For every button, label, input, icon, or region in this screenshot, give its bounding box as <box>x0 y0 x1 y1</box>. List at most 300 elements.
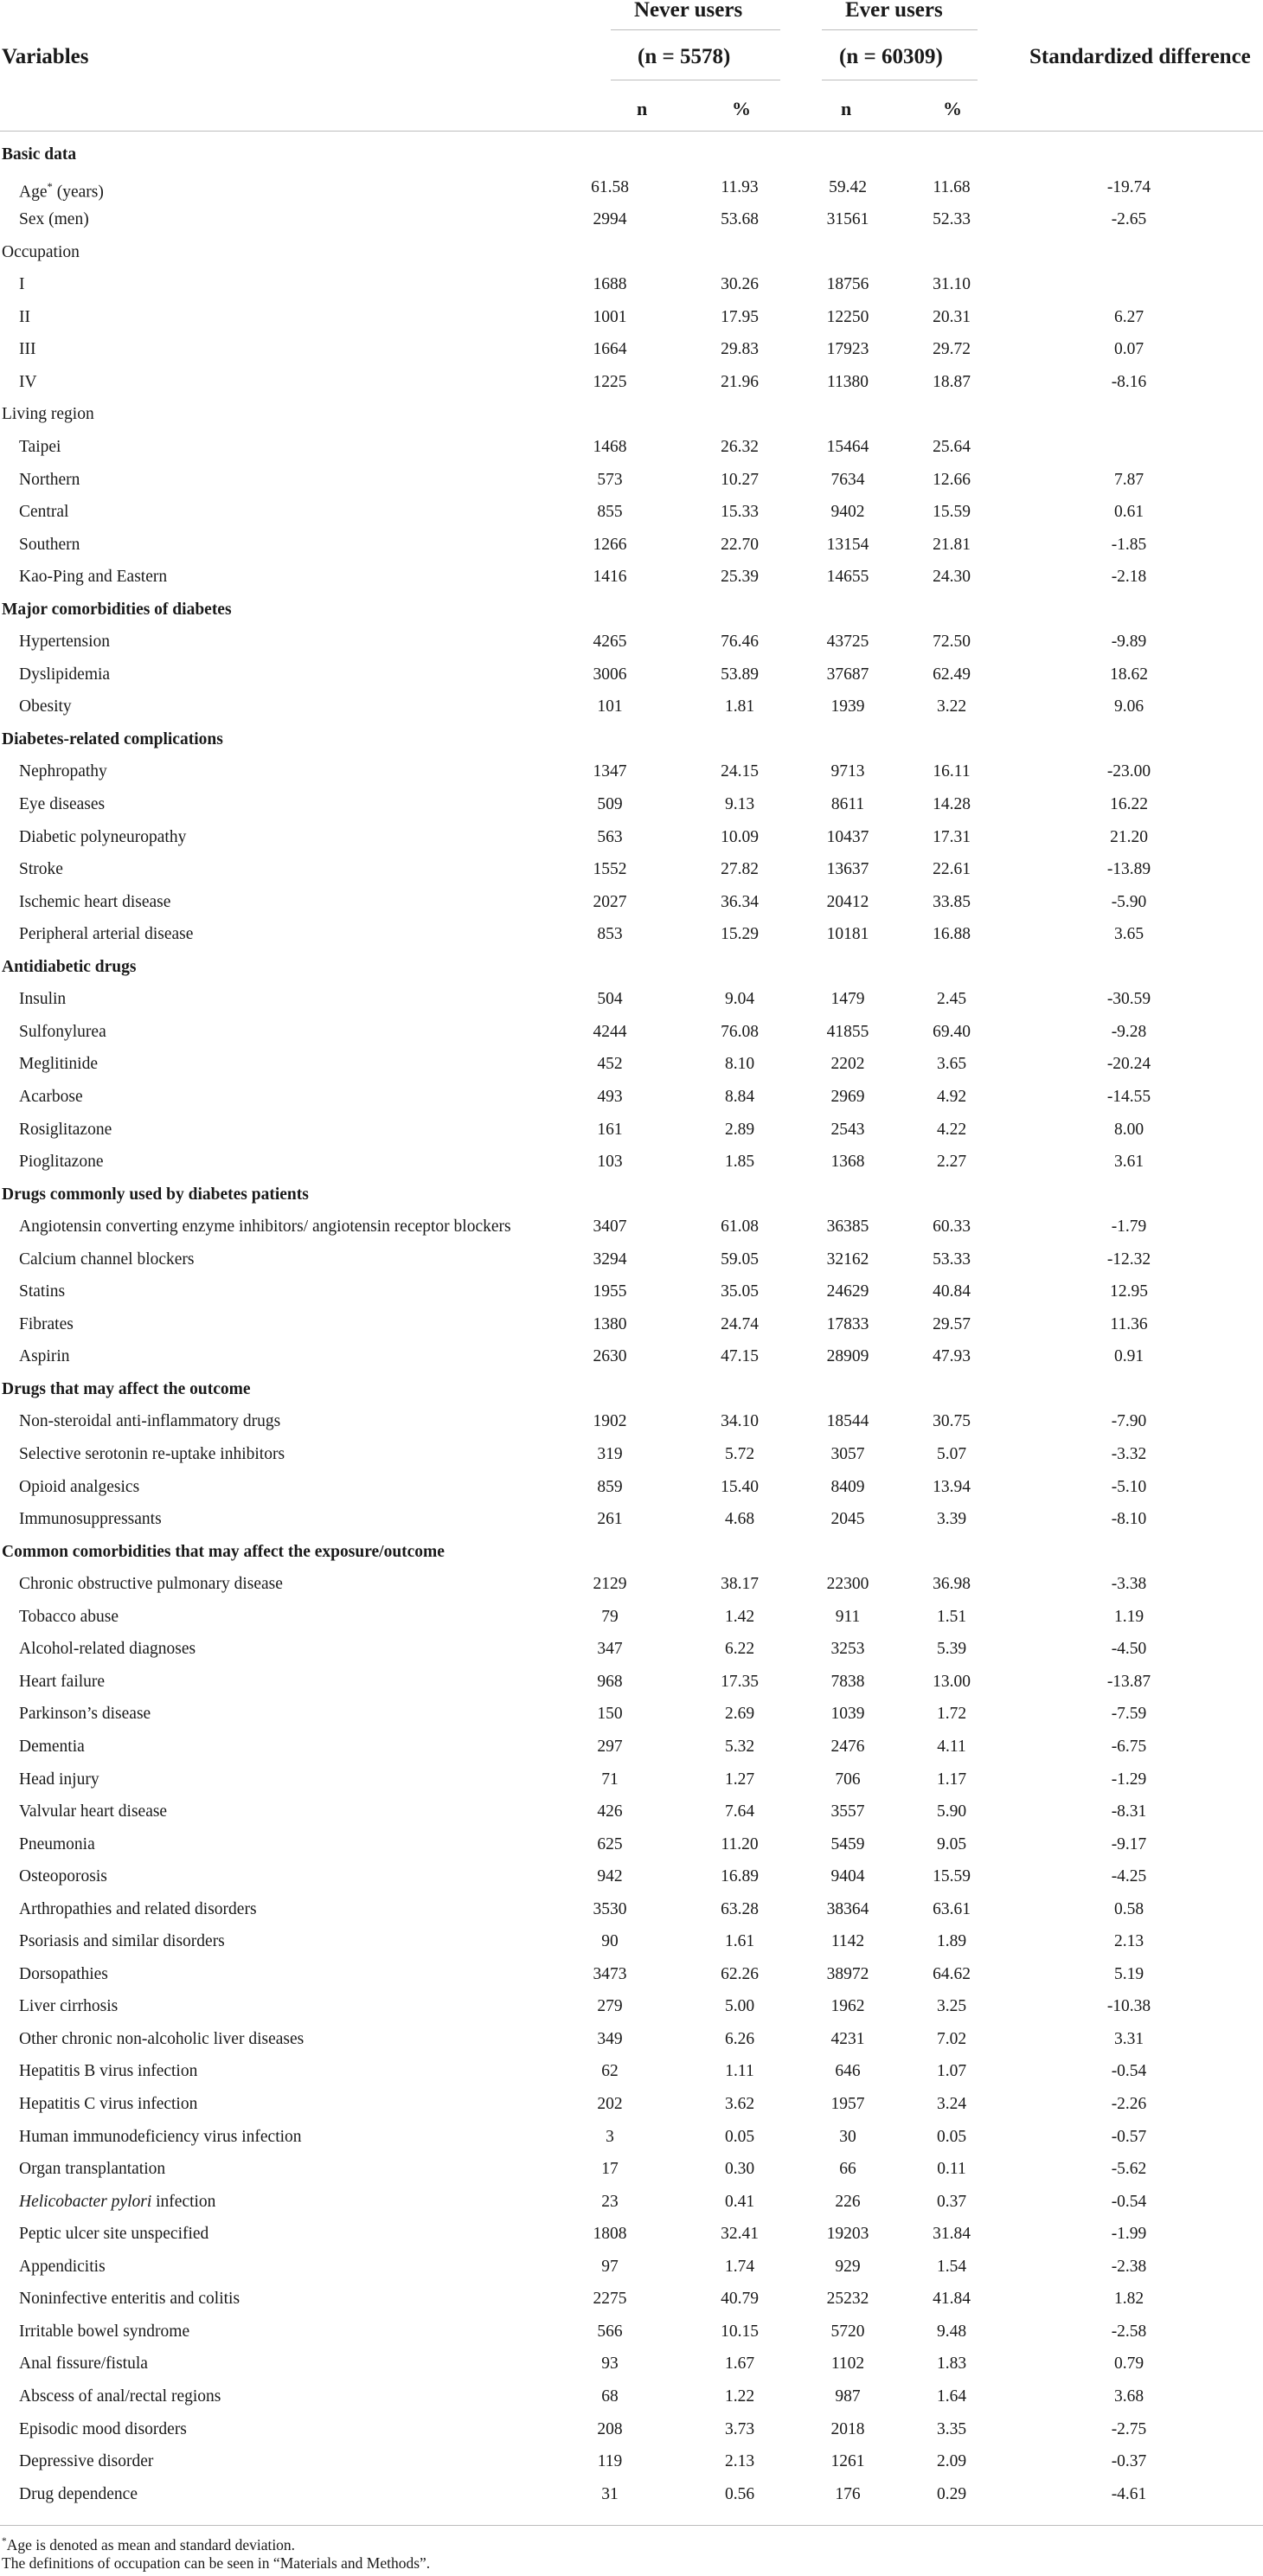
row-label: Living region <box>2 405 94 424</box>
std-diff-cell: -1.79 <box>1111 1217 1147 1237</box>
n-never-cell: 563 <box>597 827 623 846</box>
pct-ever-cell: 1.83 <box>936 2354 967 2374</box>
n-never-cell: 31 <box>601 2484 619 2503</box>
n-ever-cell: 706 <box>835 1770 861 1789</box>
n-never-cell: 1552 <box>593 860 627 879</box>
table-row <box>0 1243 1263 1276</box>
n-never-cell: 942 <box>597 1867 623 1886</box>
table-row <box>0 2478 1263 2511</box>
pct-never-cell: 25.39 <box>721 568 759 587</box>
n-never-cell: 202 <box>597 2095 623 2113</box>
table-row <box>0 2088 1263 2121</box>
n-ever-cell: 59.42 <box>829 177 867 196</box>
table-row <box>0 431 1263 464</box>
row-label: Valvular heart disease <box>19 1802 168 1821</box>
n-never-cell: 573 <box>597 470 623 489</box>
n-never-cell: 1380 <box>593 1314 627 1333</box>
n-ever-cell: 13637 <box>826 860 869 879</box>
pct-ever-cell: 36.98 <box>933 1575 971 1594</box>
pct-never-cell: 1.42 <box>724 1607 755 1626</box>
pct-never-cell: 62.26 <box>721 1964 759 1983</box>
row-label: Psoriasis and similar disorders <box>19 1932 225 1951</box>
pct-never-cell: 8.84 <box>724 1087 755 1106</box>
pct-never-cell: 5.72 <box>724 1445 755 1463</box>
pct-never-cell: 24.74 <box>721 1314 759 1333</box>
pct-never-cell: 7.64 <box>724 1802 755 1821</box>
pct-ever-cell: 3.65 <box>936 1055 967 1074</box>
pct-ever-cell: 15.59 <box>933 503 971 522</box>
std-diff-cell: 0.58 <box>1113 1899 1144 1918</box>
pct-never-cell: 15.33 <box>721 503 759 522</box>
table-row <box>0 1438 1263 1471</box>
pct-never-cell: 53.68 <box>721 210 759 229</box>
std-diff-cell: 0.61 <box>1113 503 1144 522</box>
pct-ever-cell: 1.72 <box>936 1705 967 1724</box>
pct-never-cell: 6.26 <box>724 2029 755 2048</box>
header-ever-users-count: (n = 60309) <box>839 45 943 68</box>
n-never-cell: 2630 <box>593 1347 627 1366</box>
n-never-cell: 2027 <box>593 892 627 911</box>
row-label: Antidiabetic drugs <box>2 957 137 976</box>
n-never-cell: 1001 <box>593 307 627 326</box>
row-label: Abscess of anal/rectal regions <box>19 2386 221 2406</box>
pct-never-cell: 1.22 <box>724 2386 755 2406</box>
section-row <box>0 594 1263 626</box>
pct-never-cell: 0.30 <box>724 2160 755 2179</box>
section-row <box>0 723 1263 756</box>
table-row <box>0 2121 1263 2154</box>
row-label: Fibrates <box>19 1314 74 1333</box>
table-row <box>0 2186 1263 2219</box>
n-ever-cell: 226 <box>835 2192 861 2211</box>
pct-never-cell: 0.05 <box>724 2127 755 2146</box>
row-label: Anal fissure/fistula <box>19 2354 148 2374</box>
table-row <box>0 1114 1263 1147</box>
n-never-cell: 1225 <box>593 372 627 391</box>
table-row <box>0 2380 1263 2413</box>
table-row <box>0 1698 1263 1731</box>
pct-ever-cell: 64.62 <box>933 1964 971 1983</box>
pct-never-cell: 35.05 <box>721 1282 759 1301</box>
std-diff-cell: -6.75 <box>1111 1737 1147 1756</box>
header-pct-ever: % <box>943 98 962 119</box>
row-label: Sulfonylurea <box>19 1022 106 1041</box>
row-label: Statins <box>19 1282 66 1301</box>
pct-ever-cell: 40.84 <box>933 1282 971 1301</box>
pct-ever-cell: 1.54 <box>936 2257 967 2276</box>
std-diff-cell: -9.28 <box>1111 1022 1147 1041</box>
std-diff-cell: -5.62 <box>1111 2160 1147 2179</box>
std-diff-cell: 18.62 <box>1110 665 1148 684</box>
table-row <box>0 1146 1263 1179</box>
std-diff-cell: -5.10 <box>1111 1477 1147 1496</box>
n-ever-cell: 2543 <box>830 1120 865 1139</box>
n-ever-cell: 3253 <box>830 1640 865 1659</box>
pct-never-cell: 3.73 <box>724 2419 755 2438</box>
row-label: Dementia <box>19 1737 85 1756</box>
footnote-occupation: The definitions of occupation can be seen in “Materials and Methods”. <box>2 2554 431 2572</box>
section-row <box>0 236 1263 269</box>
pct-ever-cell: 13.00 <box>933 1672 971 1691</box>
footnote-age: *Age is denoted as mean and standard deviation. <box>2 2535 296 2554</box>
n-ever-cell: 19203 <box>826 2225 869 2244</box>
pct-ever-cell: 15.59 <box>933 1867 971 1886</box>
n-ever-cell: 8611 <box>830 795 865 813</box>
pct-ever-cell: 1.17 <box>936 1770 967 1789</box>
table-row <box>0 691 1263 723</box>
pct-ever-cell: 2.45 <box>936 990 967 1009</box>
std-diff-cell: -2.18 <box>1111 568 1147 587</box>
pct-never-cell: 24.15 <box>721 762 759 781</box>
std-diff-cell: -5.90 <box>1111 892 1147 911</box>
std-diff-cell: -13.87 <box>1106 1672 1151 1691</box>
pct-never-cell: 63.28 <box>721 1899 759 1918</box>
pct-ever-cell: 17.31 <box>933 827 971 846</box>
n-ever-cell: 12250 <box>826 307 869 326</box>
n-never-cell: 79 <box>601 1607 619 1626</box>
row-label: Pioglitazone <box>19 1153 104 1172</box>
std-diff-cell: -7.90 <box>1111 1412 1147 1431</box>
std-diff-cell: -30.59 <box>1106 990 1151 1009</box>
pct-ever-cell: 0.05 <box>936 2127 967 2146</box>
n-ever-cell: 2202 <box>830 1055 865 1074</box>
row-label: Age* (years) <box>19 180 104 202</box>
pct-ever-cell: 72.50 <box>933 633 971 652</box>
n-ever-cell: 17923 <box>826 340 869 359</box>
pct-never-cell: 21.96 <box>721 372 759 391</box>
table-row <box>0 1601 1263 1634</box>
n-never-cell: 119 <box>597 2452 623 2471</box>
pct-ever-cell: 53.33 <box>933 1249 971 1269</box>
table-row <box>0 268 1263 301</box>
n-ever-cell: 20412 <box>826 892 869 911</box>
pct-never-cell: 15.29 <box>721 925 759 944</box>
section-row <box>0 1536 1263 1569</box>
row-label: Stroke <box>19 860 63 879</box>
std-diff-cell: -20.24 <box>1106 1055 1151 1074</box>
n-never-cell: 62 <box>601 2062 619 2081</box>
n-ever-cell: 1957 <box>830 2095 865 2113</box>
n-never-cell: 1688 <box>593 275 627 294</box>
row-label: Acarbose <box>19 1087 83 1106</box>
std-diff-cell: 0.79 <box>1113 2354 1144 2374</box>
row-label: Peptic ulcer site unspecified <box>19 2225 209 2244</box>
n-never-cell: 3294 <box>593 1249 627 1269</box>
pct-ever-cell: 62.49 <box>933 665 971 684</box>
row-label: Human immunodeficiency virus infection <box>19 2127 302 2146</box>
row-label: Diabetic polyneuropathy <box>19 827 187 846</box>
row-label: Calcium channel blockers <box>19 1249 195 1269</box>
ever-users-divider <box>822 29 978 30</box>
pct-ever-cell: 21.81 <box>933 535 971 554</box>
row-label: Diabetes-related complications <box>2 729 223 748</box>
row-label: Eye diseases <box>19 795 106 813</box>
table-row <box>0 2055 1263 2088</box>
pct-never-cell: 36.34 <box>721 892 759 911</box>
pct-ever-cell: 5.07 <box>936 1445 967 1463</box>
table-row <box>0 366 1263 399</box>
std-diff-cell: 16.22 <box>1110 795 1148 813</box>
n-never-cell: 23 <box>601 2192 619 2211</box>
table-row <box>0 2316 1263 2348</box>
pct-never-cell: 16.89 <box>721 1867 759 1886</box>
n-ever-cell: 7634 <box>830 470 865 489</box>
table-row <box>0 1666 1263 1699</box>
table-row <box>0 561 1263 594</box>
n-never-cell: 261 <box>597 1510 623 1529</box>
table-row <box>0 918 1263 951</box>
row-label: II <box>19 307 30 326</box>
pct-never-cell: 26.32 <box>721 437 759 456</box>
pct-ever-cell: 1.64 <box>936 2386 967 2406</box>
row-label: Selective serotonin re-uptake inhibitors <box>19 1445 285 1463</box>
pct-ever-cell: 16.88 <box>933 925 971 944</box>
table-row <box>0 886 1263 919</box>
std-diff-cell: -1.99 <box>1111 2225 1147 2244</box>
n-ever-cell: 18756 <box>826 275 869 294</box>
std-diff-cell: -3.38 <box>1111 1575 1147 1594</box>
std-diff-cell: 2.13 <box>1113 1932 1144 1951</box>
n-ever-cell: 25232 <box>826 2290 869 2309</box>
n-never-cell: 3006 <box>593 665 627 684</box>
pct-never-cell: 10.09 <box>721 827 759 846</box>
pct-ever-cell: 9.48 <box>936 2322 967 2341</box>
row-label: Southern <box>19 535 80 554</box>
n-ever-cell: 3557 <box>830 1802 865 1821</box>
row-label: I <box>19 275 25 294</box>
std-diff-cell: -0.37 <box>1111 2452 1147 2471</box>
row-label: Peripheral arterial disease <box>19 925 194 944</box>
header-n-ever: n <box>841 98 852 119</box>
n-ever-cell: 7838 <box>830 1672 865 1691</box>
std-diff-cell: -8.31 <box>1111 1802 1147 1821</box>
row-label: Immunosuppressants <box>19 1510 162 1529</box>
std-diff-cell: -10.38 <box>1106 1997 1151 2016</box>
pct-never-cell: 22.70 <box>721 535 759 554</box>
table-row <box>0 2283 1263 2316</box>
pct-never-cell: 29.83 <box>721 340 759 359</box>
n-never-cell: 853 <box>597 925 623 944</box>
n-ever-cell: 929 <box>835 2257 861 2276</box>
pct-never-cell: 4.68 <box>724 1510 755 1529</box>
n-ever-cell: 18544 <box>826 1412 869 1431</box>
n-ever-cell: 2476 <box>830 1737 865 1756</box>
table-row <box>0 464 1263 497</box>
pct-never-cell: 53.89 <box>721 665 759 684</box>
n-ever-cell: 66 <box>839 2160 856 2179</box>
row-label: Hepatitis C virus infection <box>19 2095 198 2113</box>
n-ever-cell: 30 <box>839 2127 856 2146</box>
n-never-cell: 71 <box>601 1770 619 1789</box>
pct-ever-cell: 9.05 <box>936 1834 967 1853</box>
n-ever-cell: 36385 <box>826 1217 869 1237</box>
pct-never-cell: 9.13 <box>724 795 755 813</box>
pct-never-cell: 0.41 <box>724 2192 755 2211</box>
pct-ever-cell: 12.66 <box>933 470 971 489</box>
pct-never-cell: 59.05 <box>721 1249 759 1269</box>
pct-ever-cell: 20.31 <box>933 307 971 326</box>
std-diff-cell: 1.19 <box>1113 1607 1144 1626</box>
n-ever-cell: 38364 <box>826 1899 869 1918</box>
std-diff-cell: -2.38 <box>1111 2257 1147 2276</box>
table-row <box>0 1340 1263 1373</box>
std-diff-cell: 11.36 <box>1110 1314 1148 1333</box>
table-row <box>0 1211 1263 1243</box>
pct-never-cell: 27.82 <box>721 860 759 879</box>
table-row <box>0 203 1263 236</box>
n-never-cell: 97 <box>601 2257 619 2276</box>
table-row <box>0 821 1263 854</box>
n-ever-cell: 1102 <box>830 2354 865 2374</box>
pct-ever-cell: 5.90 <box>936 1802 967 1821</box>
n-never-cell: 4265 <box>593 633 627 652</box>
n-never-cell: 625 <box>597 1834 623 1853</box>
std-diff-cell: -14.55 <box>1106 1087 1151 1106</box>
table-row <box>0 1893 1263 1926</box>
pct-never-cell: 40.79 <box>721 2290 759 2309</box>
row-label: Osteoporosis <box>19 1867 107 1886</box>
n-ever-cell: 14655 <box>826 568 869 587</box>
pct-never-cell: 3.62 <box>724 2095 755 2113</box>
pct-never-cell: 1.61 <box>724 1932 755 1951</box>
n-ever-cell: 9404 <box>830 1867 865 1886</box>
std-diff-cell: -2.26 <box>1111 2095 1147 2113</box>
pct-ever-cell: 7.02 <box>936 2029 967 2048</box>
n-ever-cell: 911 <box>835 1607 861 1626</box>
table-row <box>0 2023 1263 2056</box>
std-diff-cell: -9.89 <box>1111 633 1147 652</box>
n-ever-cell: 15464 <box>826 437 869 456</box>
row-label: Major comorbidities of diabetes <box>2 600 232 619</box>
n-never-cell: 349 <box>597 2029 623 2048</box>
row-label: Ischemic heart disease <box>19 892 171 911</box>
n-never-cell: 426 <box>597 1802 623 1821</box>
table-row <box>0 1958 1263 1991</box>
pct-never-cell: 2.69 <box>724 1705 755 1724</box>
std-diff-cell: -2.65 <box>1111 210 1147 229</box>
table-bottom-rule <box>0 2525 1263 2526</box>
pct-never-cell: 1.27 <box>724 1770 755 1789</box>
row-label: Drug dependence <box>19 2484 138 2503</box>
table-row <box>0 1633 1263 1666</box>
n-never-cell: 509 <box>597 795 623 813</box>
n-never-cell: 68 <box>601 2386 619 2406</box>
table-row <box>0 983 1263 1016</box>
row-label: Meglitinide <box>19 1055 98 1074</box>
pct-ever-cell: 1.89 <box>936 1932 967 1951</box>
n-never-cell: 319 <box>597 1445 623 1463</box>
n-never-cell: 1808 <box>593 2225 627 2244</box>
table-row <box>0 788 1263 821</box>
row-label: Irritable bowel syndrome <box>19 2322 190 2341</box>
header-variables: Variables <box>2 45 89 68</box>
table-row <box>0 1731 1263 1763</box>
row-label: Common comorbidities that may affect the exposure/outcome <box>2 1542 445 1561</box>
row-label: Heart failure <box>19 1672 106 1691</box>
table-row <box>0 626 1263 658</box>
std-diff-cell: 0.07 <box>1113 340 1144 359</box>
std-diff-cell: -8.10 <box>1111 1510 1147 1529</box>
pct-never-cell: 47.15 <box>721 1347 759 1366</box>
n-never-cell: 2129 <box>593 1575 627 1594</box>
n-never-cell: 101 <box>597 697 623 716</box>
std-diff-cell: 7.87 <box>1113 470 1144 489</box>
std-diff-cell: 1.82 <box>1113 2290 1144 2309</box>
n-never-cell: 279 <box>597 1997 623 2016</box>
pct-ever-cell: 63.61 <box>933 1899 971 1918</box>
row-label: Central <box>19 503 69 522</box>
n-ever-cell: 37687 <box>826 665 869 684</box>
table-row <box>0 658 1263 691</box>
row-label: Liver cirrhosis <box>19 1997 119 2016</box>
std-diff-cell: 12.95 <box>1110 1282 1148 1301</box>
row-label: Taipei <box>19 437 61 456</box>
n-never-cell: 208 <box>597 2419 623 2438</box>
row-label: Episodic mood disorders <box>19 2419 187 2438</box>
pct-never-cell: 61.08 <box>721 1217 759 1237</box>
row-label: Angiotensin converting enzyme inhibitors/ angiotensin receptor blockers <box>19 1217 511 1237</box>
n-never-cell: 93 <box>601 2354 619 2374</box>
row-label: Other chronic non-alcoholic liver diseases <box>19 2029 305 2048</box>
pct-never-cell: 17.35 <box>721 1672 759 1691</box>
n-never-cell: 161 <box>597 1120 623 1139</box>
pct-ever-cell: 0.29 <box>936 2484 967 2503</box>
n-never-cell: 1347 <box>593 762 627 781</box>
n-never-cell: 3473 <box>593 1964 627 1983</box>
pct-never-cell: 1.11 <box>725 2062 754 2081</box>
header-standardized-difference: Standardized difference <box>1029 45 1251 68</box>
std-diff-cell: 3.31 <box>1113 2029 1144 2048</box>
n-ever-cell: 10181 <box>826 925 869 944</box>
std-diff-cell: 0.91 <box>1113 1347 1144 1366</box>
std-diff-cell: -2.58 <box>1111 2322 1147 2341</box>
n-ever-cell: 5459 <box>830 1834 865 1853</box>
pct-never-cell: 5.32 <box>724 1737 755 1756</box>
pct-ever-cell: 3.24 <box>936 2095 967 2113</box>
section-row <box>0 951 1263 984</box>
table-row <box>0 2445 1263 2478</box>
std-diff-cell: -0.54 <box>1111 2192 1147 2211</box>
row-label: Aspirin <box>19 1347 70 1366</box>
std-diff-cell: -23.00 <box>1106 762 1151 781</box>
pct-ever-cell: 5.39 <box>936 1640 967 1659</box>
n-never-cell: 3 <box>606 2127 614 2146</box>
pct-ever-cell: 3.25 <box>936 1997 967 2016</box>
std-diff-cell: -13.89 <box>1106 860 1151 879</box>
table-row <box>0 1016 1263 1049</box>
pct-ever-cell: 29.57 <box>933 1314 971 1333</box>
std-diff-cell: 3.68 <box>1113 2386 1144 2406</box>
pct-ever-cell: 22.61 <box>933 860 971 879</box>
section-row <box>0 398 1263 431</box>
table-row <box>0 2413 1263 2446</box>
n-ever-cell: 2045 <box>830 1510 865 1529</box>
section-row <box>0 1179 1263 1211</box>
pct-ever-cell: 30.75 <box>933 1412 971 1431</box>
pct-never-cell: 2.13 <box>724 2452 755 2471</box>
std-diff-cell: -0.54 <box>1111 2062 1147 2081</box>
n-never-cell: 2275 <box>593 2290 627 2309</box>
pct-never-cell: 1.74 <box>724 2257 755 2276</box>
pct-never-cell: 10.15 <box>721 2322 759 2341</box>
pct-ever-cell: 1.51 <box>936 1607 967 1626</box>
row-label: Pneumonia <box>19 1834 95 1853</box>
pct-ever-cell: 2.27 <box>936 1153 967 1172</box>
std-diff-cell: 9.06 <box>1113 697 1144 716</box>
pct-never-cell: 32.41 <box>721 2225 759 2244</box>
n-never-cell: 1266 <box>593 535 627 554</box>
row-label: Appendicitis <box>19 2257 106 2276</box>
